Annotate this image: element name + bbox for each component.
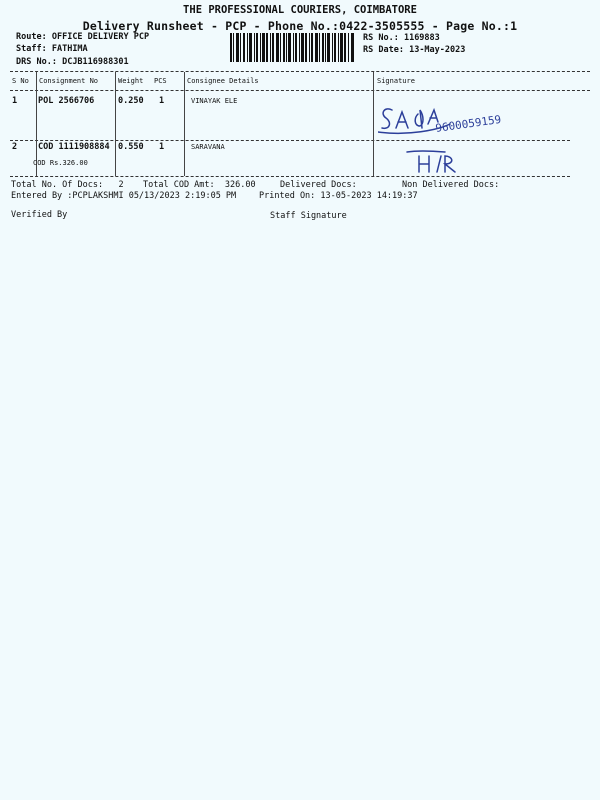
col-divider xyxy=(373,72,374,176)
total-cod-line xyxy=(143,180,256,190)
col-divider xyxy=(115,72,116,176)
row2-consignee: SARAVANA xyxy=(191,143,225,151)
row1-sno: 1 xyxy=(12,96,18,106)
col-header-signature: Signature xyxy=(377,77,415,85)
rs-date-value: 13-May-2023 xyxy=(409,45,466,55)
table-header-rule xyxy=(10,90,590,91)
company-title: THE PROFESSIONAL COURIERS, COIMBATORE xyxy=(183,4,417,16)
route-label: Route: xyxy=(16,32,47,42)
col-divider xyxy=(184,72,185,176)
row-separator xyxy=(10,140,570,141)
entered-by: Entered By :PCPLAKSHMI 05/13/2023 2:19:05 PM xyxy=(11,191,237,201)
table-bottom-rule xyxy=(10,176,570,177)
row2-pcs: 1 xyxy=(159,142,165,152)
col-header-pcs: PCS xyxy=(154,77,167,85)
staff-value: FATHIMA xyxy=(51,44,88,54)
non-delivered-docs-label: Non Delivered Docs: xyxy=(402,180,500,190)
staff-signature-label: Staff Signature xyxy=(270,211,347,221)
row1-signature-phone: 9600059159 xyxy=(434,112,503,135)
total-cod-value: 326.00 xyxy=(224,180,256,190)
rs-no-line xyxy=(363,33,440,43)
rs-date-line xyxy=(363,45,465,55)
row1-handwritten-signature xyxy=(378,102,538,140)
row1-pcs: 1 xyxy=(159,96,165,106)
row2-cod-note: COD Rs.326.00 xyxy=(33,159,88,167)
staff-label: Staff: xyxy=(16,44,47,54)
total-cod-label: Total COD Amt: xyxy=(143,180,215,190)
row2-consignment: COD 1111908884 xyxy=(38,142,110,152)
row1-consignee: VINAYAK ELE xyxy=(191,97,238,105)
col-header-sno: S No xyxy=(12,77,29,85)
row1-weight: 0.250 xyxy=(118,96,144,106)
drs-value: DCJB116988301 xyxy=(62,57,129,67)
total-docs-label: Total No. Of Docs: xyxy=(11,180,104,190)
col-header-consignment: Consignment No xyxy=(39,77,99,85)
printed-on: Printed On: 13-05-2023 14:19:37 xyxy=(259,191,418,201)
row2-handwritten-signature xyxy=(405,148,465,176)
total-docs-line xyxy=(11,180,124,190)
drs-label: DRS No.: xyxy=(16,57,57,67)
rs-no-label: RS No.: xyxy=(363,33,399,43)
delivered-docs-label: Delivered Docs: xyxy=(280,180,357,190)
row2-sno: 2 xyxy=(12,142,18,152)
drs-line xyxy=(16,57,129,67)
col-header-weight: Weight xyxy=(118,77,144,85)
row2-weight: 0.550 xyxy=(118,142,144,152)
staff-line xyxy=(16,44,88,54)
verified-by-label: Verified By xyxy=(11,210,68,220)
runsheet-title: Delivery Runsheet - PCP - Phone No.:0422-3505555 - Page No.:1 xyxy=(82,19,518,33)
route-line xyxy=(16,32,149,42)
row1-consignment: POL 2566706 xyxy=(38,96,95,106)
barcode-image xyxy=(230,33,354,62)
rs-date-label: RS Date: xyxy=(363,45,404,55)
total-docs-value: 2 xyxy=(118,180,124,190)
table-top-rule xyxy=(10,71,590,72)
rs-no-value: 1169883 xyxy=(403,33,440,43)
route-value: OFFICE DELIVERY PCP xyxy=(51,32,150,42)
col-header-consignee: Consignee Details xyxy=(187,77,259,85)
